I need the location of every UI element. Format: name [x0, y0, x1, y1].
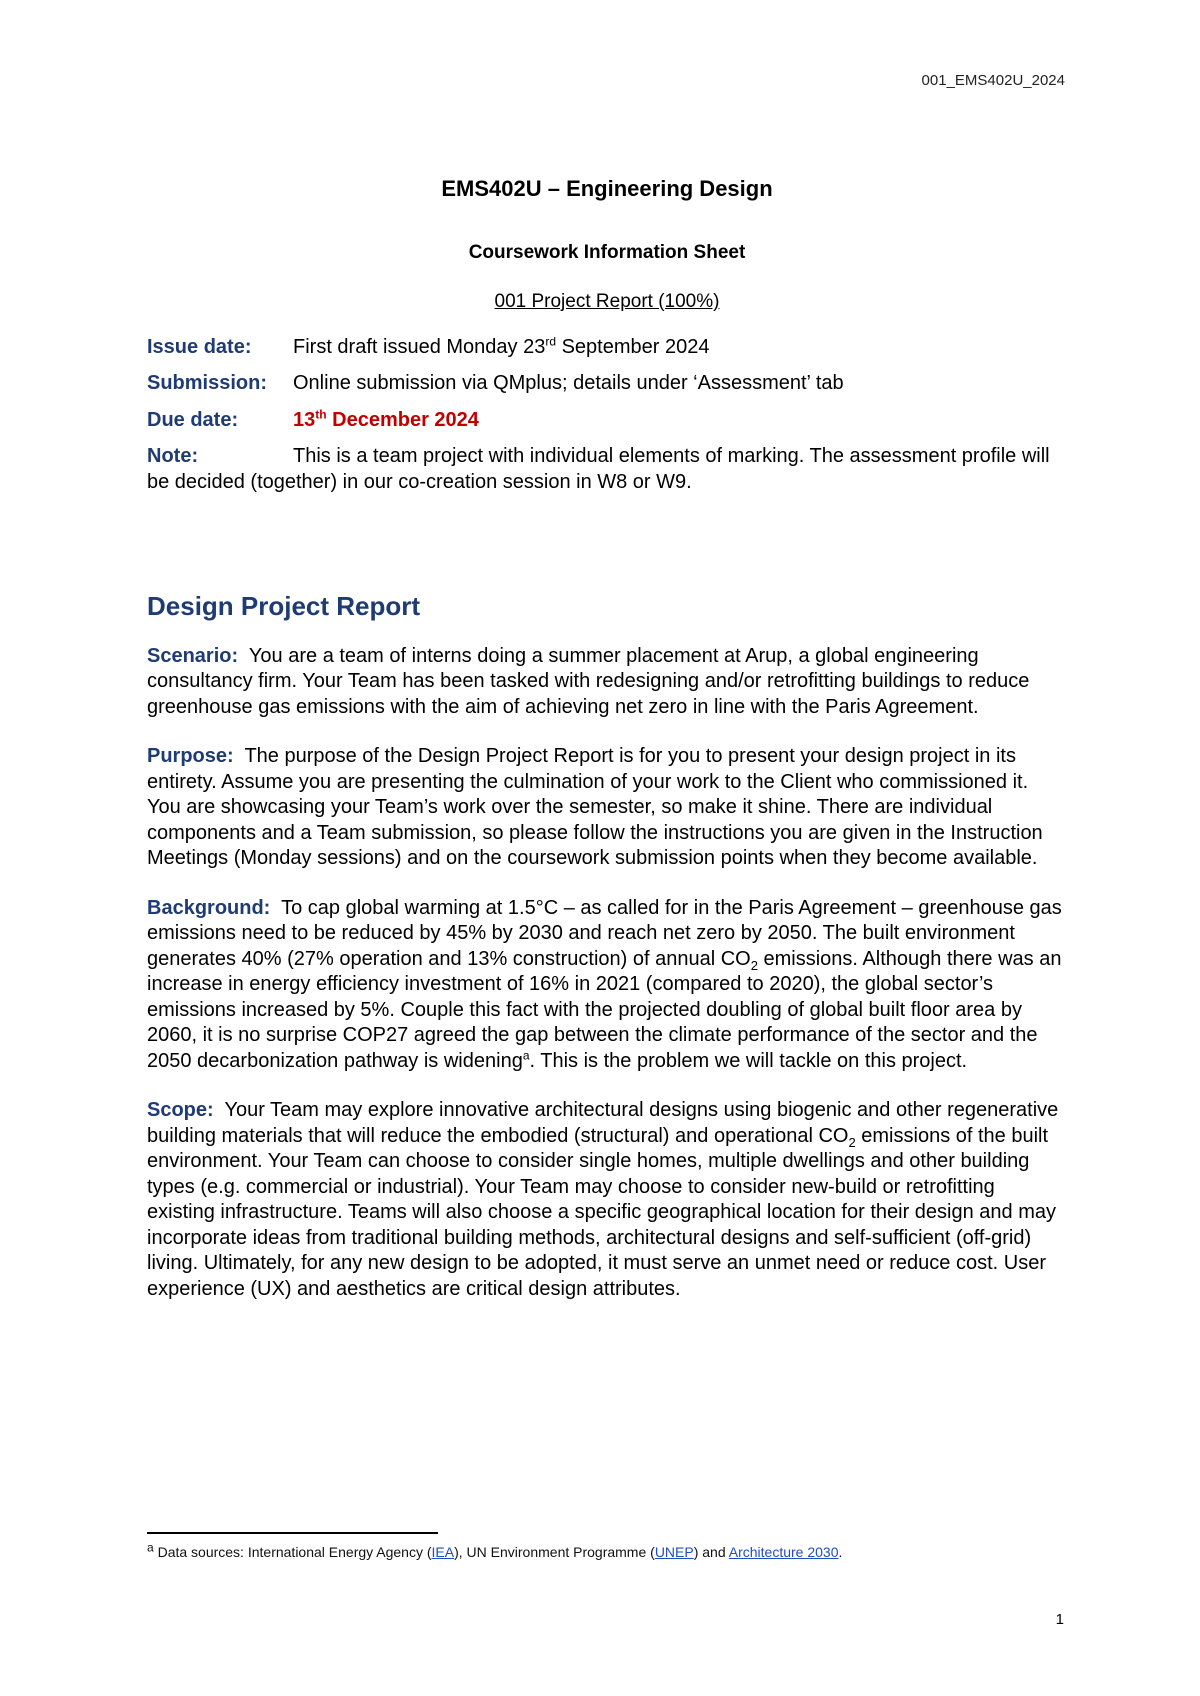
due-date-ordinal: th [315, 406, 327, 421]
scope-paragraph [147, 1098, 1067, 1302]
purpose-label: Purpose: [147, 745, 234, 767]
due-date-label: Due date: [147, 408, 239, 431]
issue-date-ordinal: rd [545, 333, 557, 348]
background-text-3: . This is the problem we will tackle on this project. [529, 1049, 968, 1072]
submission-row [147, 371, 1067, 397]
purpose-text: The purpose of the Design Project Report is for you to present your design project in its entirety. Assume you are presenting the culmination of your work to the Client who commissioned it. You are showcasing your Team’s work over the semester, so make it shine. There are individual components and a Team submission, so please follow the instructions you are given in the Instruction Meetings (Monday sessions) and on the coursework submission points when they become available. [147, 745, 1043, 869]
scope-text-2: emissions of the built environment. Your Team can choose to consider single homes, multiple dwellings and other building types (e.g. commercial or industrial). Your Team may choose to consider new-build or retrofitting existing infrastructure. Teams will also choose a specific geographical location for their design and may incorporate ideas from traditional building methods, architectural designs and self-sufficient (off-grid) living. Ultimately, for any new design to be adopted, it must serve an unmet need or reduce cost. User experience (UX) and aesthetics are critical design attributes. [147, 1124, 1056, 1300]
page-number: 1 [1055, 1611, 1064, 1628]
iea-link[interactable]: IEA [431, 1544, 455, 1560]
assignment-title: 001 Project Report (100%) [494, 291, 720, 312]
architecture-2030-link[interactable]: Architecture 2030 [728, 1544, 839, 1560]
issue-date-label: Issue date: [147, 335, 252, 358]
document-code: 001_EMS402U_2024 [921, 72, 1065, 89]
footnote-text-3: ) and [693, 1544, 729, 1560]
issue-date-row [147, 335, 1067, 361]
scope-text-1: Your Team may explore innovative architectural designs using biogenic and other regenerative building materials that will reduce the embodied (structural) and operational CO [147, 1099, 1059, 1147]
purpose-paragraph [147, 744, 1067, 872]
issue-date-text: First draft issued Monday 23 [293, 335, 546, 358]
scenario-text: You are a team of interns doing a summer placement at Arup, a global engineering consultancy firm. Your Team has been tasked with redesigning and/or retrofitting buildings to reduce greenhouse gas emissions with the aim of achieving net zero in line with the Paris Agreement. [147, 644, 1030, 718]
footnote-text-4: . [838, 1544, 843, 1560]
footnote-reference: a [522, 1047, 530, 1062]
note-value: This is a team project with individual elements of marking. The assessment profile will be decided (together) in our co-creation session in W8 or W9. [147, 445, 1050, 493]
sheet-title: Coursework Information Sheet [468, 241, 746, 263]
issue-date-month: September 2024 [556, 335, 710, 358]
footnote-divider [147, 1532, 438, 1534]
section-heading: Design Project Report [147, 591, 421, 621]
background-label: Background: [147, 896, 271, 919]
issue-date-value [293, 335, 709, 361]
scenario-label: Scenario: [147, 644, 239, 667]
footnote-text-1: Data sources: International Energy Agency ( [153, 1544, 432, 1560]
due-date-month: December 2024 [326, 408, 479, 431]
page-content [147, 170, 1067, 1326]
background-text-2: emissions. Although there was an increase in energy efficiency investment of 16% in 2021 (compared to 2020), the global sector’s emissions increased by 5%. Couple this fact with the projected doubling of global built floor area by 2060, it is no surprise COP27 agreed the gap between the climate performance of the sector and the 2050 decarbonization pathway is widening [147, 947, 1062, 1072]
due-date-day: 13 [293, 408, 316, 431]
due-date-value [293, 408, 479, 434]
submission-value: Online submission via QMplus; details under ‘Assessment’ tab [293, 372, 844, 394]
note-row [147, 444, 1067, 495]
module-title: EMS402U – Engineering Design [441, 176, 773, 201]
background-paragraph [147, 896, 1067, 1075]
scope-co2-subscript: 2 [848, 1134, 856, 1150]
scope-label: Scope: [147, 1099, 214, 1121]
footnote [147, 1540, 843, 1560]
footnote-text-2: ), UN Environment Programme ( [454, 1544, 655, 1560]
submission-label: Submission: [147, 372, 268, 394]
footnote-marker: a [147, 1540, 154, 1555]
background-co2-subscript: 2 [750, 957, 758, 973]
background-text-1: To cap global warming at 1.5°C – as called for in the Paris Agreement – greenhouse gas emissions need to be reduced by 45% by 2030 and reach net zero by 2050. The built environment generates 40% (27% operation and 13% construction) of annual CO [147, 896, 1062, 970]
note-label: Note: [147, 445, 199, 467]
due-date-row [147, 408, 1067, 434]
scenario-paragraph [147, 644, 1067, 721]
unep-link[interactable]: UNEP [654, 1544, 694, 1560]
